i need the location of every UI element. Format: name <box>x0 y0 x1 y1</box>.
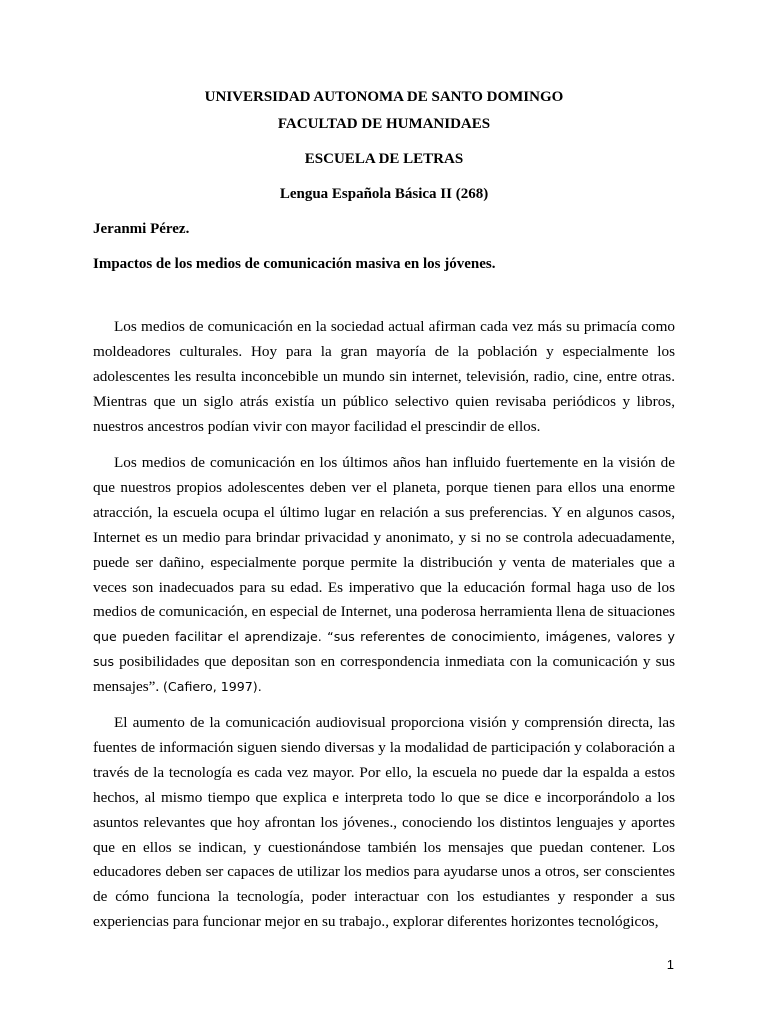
faculty-heading: FACULTAD DE HUMANIDAES <box>277 116 491 132</box>
paragraph-2-quote-end: posibilidades que depositan son en correspondencia inmediata con la comunicación y sus mensajes”. <box>93 653 675 696</box>
paragraph-1: Los medios de comunicación en la sociedad actual afirman cada vez más su primacía como moldeadores culturales. Hoy para la gran mayoría de la población y especialmente los adolescentes les resulta inconcebible un mundo sin internet, televisión, radio, cine, entre otras. Mientras que un siglo atrás existía un público selectivo quien revisaba periódicos y libros, nuestros ancestros podían vivir con mayor facilidad el prescindir de ellos. <box>93 318 675 435</box>
university-heading: UNIVERSIDAD AUTONOMA DE SANTO DOMINGO <box>204 89 564 105</box>
paragraph-2-quote-start: que pueden facilitar el aprendizaje. “sus referentes de conocimiento, imágenes, valores y sus <box>93 629 675 670</box>
paragraph-2-citation: (Cafiero, 1997). <box>163 679 262 695</box>
paragraph-2-text: Los medios de comunicación en los últimos años han influido fuertemente en la visión de que nuestros propios adolescentes deben ver el planeta, porque tienen para ellos una enorme atracción, la escuela ocupa el último lugar en relación a sus preferencias. Y en algunos casos, Internet es un medio para brindar privacidad y anonimato, y si no se controla adecuadamente, puede ser dañino, especialmente porque permite la distribución y venta de materiales que a veces son inadecuados para su edad. Es imperativo que la educación formal haga uso de los medios de comunicación, en especial de Internet, una poderosa herramienta llena de situaciones <box>93 454 675 621</box>
page-number: 1 <box>666 957 674 972</box>
author-name: Jeranmi Pérez. <box>93 221 190 237</box>
paragraph-3: El aumento de la comunicación audiovisual proporciona visión y comprensión directa, las fuentes de información siguen siendo diversas y la modalidad de participación y colaboración a través de la tecnología es cada vez mayor. Por ello, la escuela no puede dar la espalda a estos hechos, al mismo tiempo que explica e interpreta todo lo que se dice e incorporándolo a los asuntos relevantes que hoy afrontan los jóvenes., conociendo los distintos lenguajes y aportes que en ellos se indican, y cuestionándose también los mensajes que puedan contener. Los educadores deben ser capaces de utilizar los medios para ayudarse unos a otros, ser conscientes de cómo funciona la tecnología, poder interactuar con los estudiantes y responder a sus experiencias para funcionar mejor en su trabajo., explorar diferentes horizontes tecnológicos, <box>93 714 675 931</box>
course-heading: Lengua Española Básica II (268) <box>279 186 489 202</box>
paragraph-2 <box>93 451 675 700</box>
essay-title: Impactos de los medios de comunicación masiva en los jóvenes. <box>93 256 496 272</box>
school-heading: ESCUELA DE LETRAS <box>304 151 464 167</box>
